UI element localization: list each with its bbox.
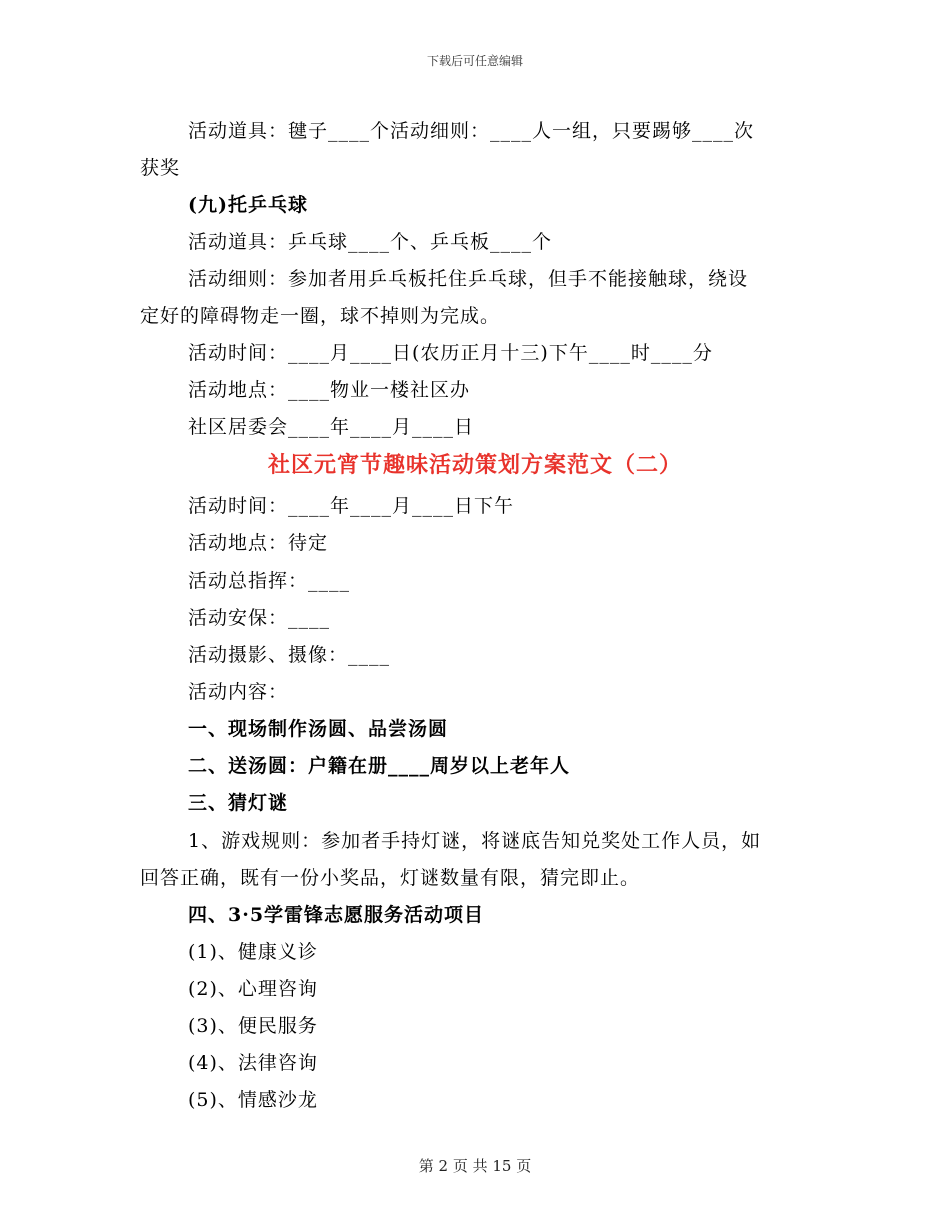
body-line: 回答正确，既有一份小奖品，灯谜数量有限，猜完即止。 bbox=[140, 867, 641, 889]
section-heading: 三、猜灯谜 bbox=[188, 792, 289, 814]
body-line: 社区居委会____年____月____日 bbox=[188, 416, 475, 438]
list-item: (4)、法律咨询 bbox=[188, 1052, 318, 1074]
body-line: 活动时间：____年____月____日下午 bbox=[188, 495, 515, 517]
list-item: (5)、情感沙龙 bbox=[188, 1089, 318, 1111]
page-header: 下载后可任意编辑 bbox=[426, 54, 523, 68]
body-line: 活动地点：待定 bbox=[188, 532, 329, 554]
body-line: 活动地点：____物业一楼社区办 bbox=[188, 379, 471, 401]
body-line: 活动时间：____月____日(农历正月十三)下午____时____分 bbox=[188, 342, 713, 364]
section-heading: 四、3·5学雷锋志愿服务活动项目 bbox=[188, 904, 485, 926]
body-line: 活动道具：毽子____个活动细则：____人一组，只要踢够____次 bbox=[188, 120, 755, 142]
document-title: 社区元宵节趣味活动策划方案范文（二） bbox=[267, 452, 682, 478]
page-number: 第 2 页 共 15 页 bbox=[418, 1157, 532, 1175]
body-line: 活动道具：乒乓球____个、乒乓板____个 bbox=[188, 231, 553, 253]
body-line: 活动总指挥：____ bbox=[188, 570, 351, 592]
list-item: (1)、健康义诊 bbox=[188, 941, 318, 963]
list-item: (3)、便民服务 bbox=[188, 1015, 318, 1037]
body-line: 活动内容： bbox=[188, 681, 289, 703]
body-line: 活动摄影、摄像：____ bbox=[188, 644, 391, 666]
body-line: 获奖 bbox=[140, 157, 181, 179]
section-heading: 二、送汤圆：户籍在册____周岁以上老年人 bbox=[188, 755, 571, 777]
section-heading: (九)托乒乓球 bbox=[188, 194, 308, 216]
body-line: 活动安保：____ bbox=[188, 607, 331, 629]
section-heading: 一、现场制作汤圆、品尝汤圆 bbox=[188, 718, 449, 740]
body-line: 定好的障碍物走一圈，球不掉则为完成。 bbox=[140, 305, 501, 327]
body-line: 1、游戏规则：参加者手持灯谜，将谜底告知兑奖处工作人员，如 bbox=[188, 830, 762, 852]
body-line: 活动细则：参加者用乒乓板托住乒乓球，但手不能接触球，绕设 bbox=[188, 268, 749, 290]
list-item: (2)、心理咨询 bbox=[188, 978, 318, 1000]
